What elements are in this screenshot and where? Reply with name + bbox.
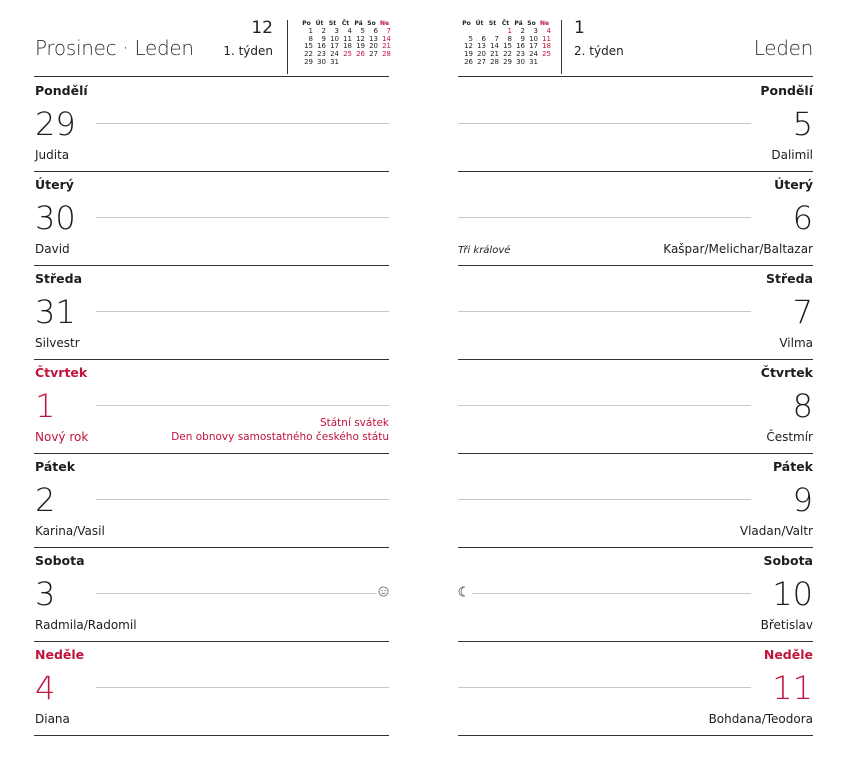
day-name: Úterý (35, 177, 74, 192)
mini-calendar-day: 22 (503, 50, 512, 59)
day-number: 4 (35, 669, 56, 707)
writing-line[interactable] (96, 593, 376, 594)
mini-calendar-day: 9 (321, 34, 326, 43)
day-block-wednesday[interactable] (458, 265, 813, 360)
mini-calendar-day: 12 (356, 34, 365, 43)
header-divider (287, 20, 288, 74)
week-number: 12 (251, 18, 273, 38)
day-block-wednesday[interactable] (34, 265, 389, 360)
mini-calendar-day: 16 (317, 42, 326, 51)
writing-line[interactable] (472, 593, 751, 594)
day-number: 10 (772, 575, 813, 613)
writing-line[interactable] (96, 217, 389, 218)
mini-calendar-day: 29 (304, 57, 313, 66)
mini-calendar-day: 11 (343, 34, 352, 43)
mini-calendar-header: So (367, 20, 376, 27)
page-title: Leden (753, 36, 813, 60)
day-block-sunday[interactable] (458, 641, 813, 736)
mini-calendar-day: 28 (490, 57, 499, 66)
mini-calendar-header: Čt (341, 20, 350, 27)
writing-line[interactable] (96, 405, 389, 406)
nameday: David (35, 242, 70, 256)
day-number: 7 (792, 293, 813, 331)
nameday: Vladan/Valtr (739, 524, 813, 538)
nameday: Čestmír (766, 430, 813, 444)
writing-line[interactable] (96, 499, 389, 500)
mini-calendar-day: 18 (542, 42, 551, 51)
mini-calendar-day: 23 (516, 50, 525, 59)
mini-calendar-header: Pá (354, 20, 363, 27)
writing-line[interactable] (458, 405, 751, 406)
day-number: 8 (792, 387, 813, 425)
mini-calendar-header: St (488, 20, 497, 27)
mini-calendar-day: 20 (369, 42, 378, 51)
mini-calendar-day: 18 (343, 42, 352, 51)
mini-calendar-day: 11 (542, 34, 551, 43)
mini-calendar-day: 4 (347, 26, 352, 35)
mini-calendar-day: 12 (464, 42, 473, 51)
day-block-monday[interactable] (458, 77, 813, 172)
nameday: Diana (35, 712, 70, 726)
mini-calendar-day: 21 (382, 42, 391, 51)
mini-calendar-day: 7 (494, 34, 499, 43)
mini-calendar-day: 2 (321, 26, 326, 35)
day-name: Sobota (763, 553, 813, 568)
mini-calendar-day: 7 (386, 26, 391, 35)
waning-moon-icon (458, 586, 469, 601)
writing-line[interactable] (96, 311, 389, 312)
week-label: 1. týden (223, 44, 273, 58)
nameday: Karina/Vasil (35, 524, 105, 538)
nameday: Vilma (779, 336, 813, 350)
mini-calendar-header: Po (302, 20, 311, 27)
mini-calendar-day: 24 (330, 50, 339, 59)
nameday: Břetislav (760, 618, 813, 632)
full-moon-icon (378, 586, 389, 601)
day-name: Sobota (35, 553, 85, 568)
writing-line[interactable] (458, 687, 751, 688)
page-title: Prosinec · Leden (35, 36, 194, 60)
day-number: 31 (35, 293, 76, 331)
day-number: 2 (35, 481, 56, 519)
mini-calendar-header: Pá (514, 20, 523, 27)
nameday: Silvestr (35, 336, 80, 350)
day-block-saturday[interactable] (458, 547, 813, 642)
day-block-saturday[interactable] (34, 547, 389, 642)
mini-calendar-day: 31 (330, 57, 339, 66)
nameday: Dalimil (771, 148, 813, 162)
day-block-friday[interactable] (34, 453, 389, 548)
week-label: 2. týden (574, 44, 624, 58)
writing-line[interactable] (458, 311, 751, 312)
mini-calendar-header: St (328, 20, 337, 27)
mini-calendar-header: Ne (539, 20, 550, 27)
mini-calendar-day: 26 (464, 57, 473, 66)
mini-calendar-day: 10 (330, 34, 339, 43)
nameday: Bohdana/Teodora (708, 712, 813, 726)
mini-calendar-header: Po (462, 20, 471, 27)
day-name: Středa (35, 271, 83, 286)
day-block-thursday[interactable] (34, 359, 389, 454)
mini-calendar-day: 30 (516, 57, 525, 66)
day-name: Neděle (763, 647, 813, 662)
day-number: 6 (792, 199, 813, 237)
nameday: Kašpar/Melichar/Baltazar (663, 242, 813, 256)
day-name: Pondělí (35, 83, 88, 98)
day-number: 5 (792, 105, 813, 143)
day-name: Čtvrtek (35, 365, 88, 380)
mini-calendar-day: 14 (382, 34, 391, 43)
mini-calendar-day: 14 (490, 42, 499, 51)
mini-calendar-header: Ne (379, 20, 390, 27)
mini-calendar-day: 25 (343, 50, 352, 59)
nameday: Nový rok (35, 430, 89, 444)
mini-calendar-day: 19 (464, 50, 473, 59)
mini-calendar (300, 20, 391, 67)
mini-calendar-day: 19 (356, 42, 365, 51)
mini-calendar-day: 2 (520, 26, 525, 35)
mini-calendar-day: 26 (356, 50, 365, 59)
mini-calendar-day: 31 (529, 57, 538, 66)
day-name: Středa (765, 271, 813, 286)
writing-line[interactable] (96, 123, 389, 124)
mini-calendar-day: 4 (546, 26, 551, 35)
holiday-type: Státní svátek (319, 417, 389, 429)
mini-calendar-day: 3 (334, 26, 339, 35)
left-page (34, 0, 389, 769)
right-page (458, 0, 813, 769)
writing-line[interactable] (96, 687, 389, 688)
day-number: 3 (35, 575, 56, 613)
mini-calendar-day: 27 (477, 57, 486, 66)
mini-calendar-day: 8 (308, 34, 313, 43)
mini-calendar-header: So (527, 20, 536, 27)
day-block-monday[interactable] (34, 77, 389, 172)
day-name: Úterý (774, 177, 813, 192)
day-block-tuesday[interactable] (458, 171, 813, 266)
mini-calendar-day: 29 (503, 57, 512, 66)
mini-calendar-day: 9 (520, 34, 525, 43)
writing-line[interactable] (458, 123, 751, 124)
writing-line[interactable] (458, 217, 751, 218)
mini-calendar-day: 20 (477, 50, 486, 59)
header-divider (561, 20, 562, 74)
day-block-thursday[interactable] (458, 359, 813, 454)
mini-calendar-day (339, 59, 352, 67)
nameday: Radmila/Radomil (35, 618, 137, 632)
mini-calendar-day: 25 (542, 50, 551, 59)
day-name: Pátek (35, 459, 76, 474)
mini-calendar-day: 6 (481, 34, 486, 43)
mini-calendar-day: 22 (304, 50, 313, 59)
mini-calendar-day: 1 (308, 26, 313, 35)
mini-calendar-day: 3 (533, 26, 538, 35)
day-block-tuesday[interactable] (34, 171, 389, 266)
mini-calendar-day: 27 (369, 50, 378, 59)
day-name: Čtvrtek (760, 365, 813, 380)
mini-calendar-header: Út (475, 20, 484, 27)
day-number: 29 (35, 105, 76, 143)
mini-calendar-day: 17 (529, 42, 538, 51)
mini-calendar-day (365, 59, 378, 67)
week-number: 1 (574, 18, 585, 38)
mini-calendar-day (538, 59, 551, 67)
writing-line[interactable] (458, 499, 751, 500)
mini-calendar-day: 6 (373, 26, 378, 35)
mini-calendar-day (352, 59, 365, 67)
mini-calendar-day: 17 (330, 42, 339, 51)
day-name: Pátek (772, 459, 813, 474)
mini-calendar-day: 13 (477, 42, 486, 51)
mini-calendar-day: 5 (468, 34, 473, 43)
day-number: 1 (35, 387, 56, 425)
mini-calendar-day: 30 (317, 57, 326, 66)
day-name: Neděle (35, 647, 85, 662)
holiday-note: Tři králové (458, 245, 511, 256)
day-number: 9 (792, 481, 813, 519)
mini-calendar-day: 21 (490, 50, 499, 59)
mini-calendar-day: 1 (507, 26, 512, 35)
mini-calendar-day: 24 (529, 50, 538, 59)
day-name: Pondělí (760, 83, 813, 98)
day-block-sunday[interactable] (34, 641, 389, 736)
day-block-friday[interactable] (458, 453, 813, 548)
mini-calendar-day: 10 (529, 34, 538, 43)
mini-calendar-day (378, 59, 391, 67)
nameday: Judita (35, 148, 70, 162)
day-number: 30 (35, 199, 76, 237)
day-number: 11 (772, 669, 813, 707)
mini-calendar-day: 8 (507, 34, 512, 43)
mini-calendar (460, 20, 551, 67)
mini-calendar-day: 5 (360, 26, 365, 35)
holiday-name: Den obnovy samostatného českého státu (171, 431, 389, 443)
mini-calendar-day: 28 (382, 50, 391, 59)
mini-calendar-header: Út (315, 20, 324, 27)
mini-calendar-day: 16 (516, 42, 525, 51)
holiday-note (171, 416, 389, 444)
mini-calendar-day: 15 (304, 42, 313, 51)
mini-calendar-day: 13 (369, 34, 378, 43)
mini-calendar-day: 23 (317, 50, 326, 59)
mini-calendar-day: 15 (503, 42, 512, 51)
mini-calendar-header: Čt (501, 20, 510, 27)
